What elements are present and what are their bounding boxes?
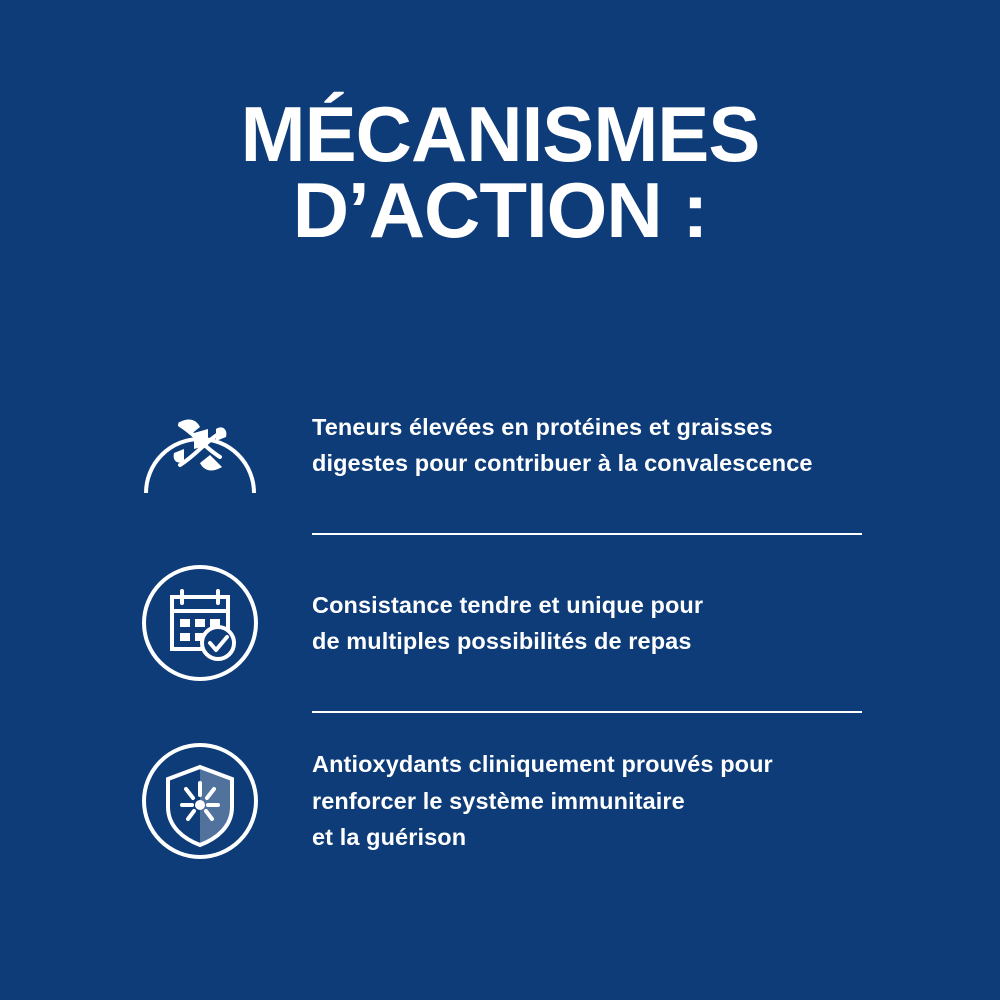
spacer (130, 535, 875, 563)
feature-text-line: et la guérison (312, 824, 467, 851)
feature-text-line: Antioxydants cliniquement prouvés pour (312, 751, 773, 778)
spacer (130, 683, 875, 711)
feature-text-line: de multiples possibilités de repas (312, 628, 692, 654)
spacer (130, 713, 875, 741)
list-item (130, 741, 875, 861)
feature-text-line: Consistance tendre et unique pour (312, 591, 704, 618)
dna-helix-icon (130, 385, 270, 505)
feature-text-line: Teneurs élevées en protéines et graisses (312, 413, 773, 440)
shield-burst-icon (130, 741, 270, 861)
feature-text-line: renforcer le système immunitaire (312, 787, 685, 814)
calendar-check-icon (130, 563, 270, 683)
feature-text (270, 746, 773, 855)
page-title (0, 0, 1000, 255)
feature-text (270, 587, 703, 660)
spacer (130, 505, 875, 533)
list-item (130, 385, 875, 505)
feature-list (130, 385, 875, 861)
list-item (130, 563, 875, 683)
headline-line-2: D’ACTION : (292, 166, 708, 255)
feature-text-line: digestes pour contribuer à la convalescence (312, 450, 813, 476)
feature-text (270, 409, 813, 482)
headline-line-1: MÉCANISMES (240, 90, 760, 178)
